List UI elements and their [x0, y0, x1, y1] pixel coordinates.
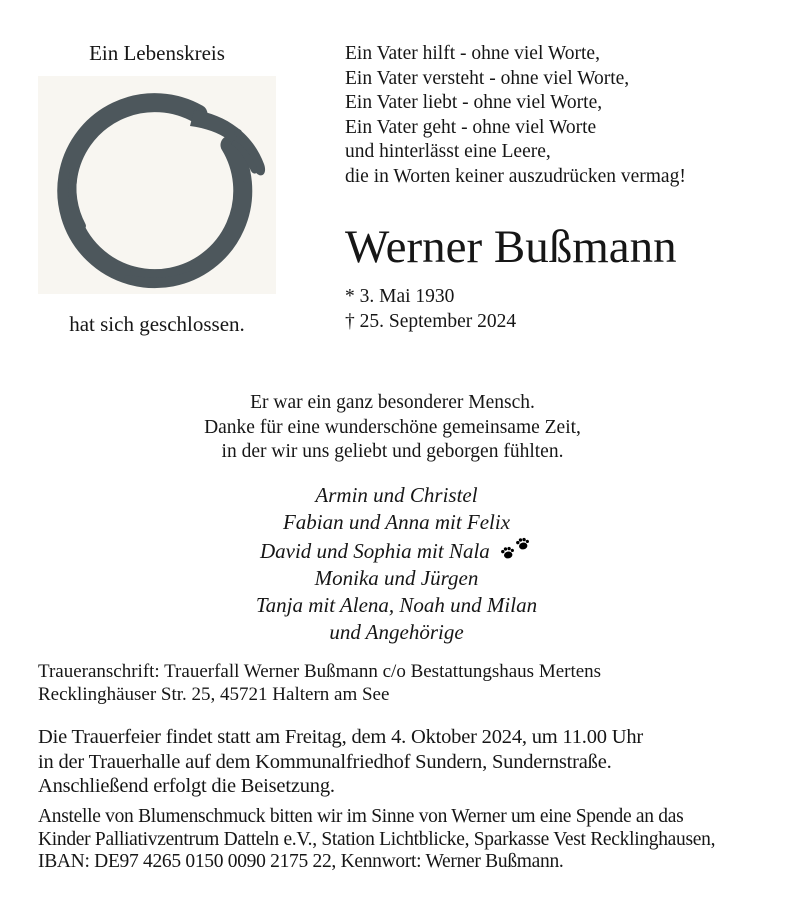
paw-prints-icon	[494, 543, 533, 567]
enso-brush-circle-icon	[38, 76, 276, 294]
poem-line: die in Worten keiner auszudrücken vermag!	[345, 165, 686, 187]
deceased-name: Werner Bußmann	[345, 221, 677, 273]
address-line: Recklinghäuser Str. 25, 45721 Haltern am See	[38, 683, 390, 705]
death-date: † 25. September 2024	[345, 311, 517, 332]
mourners-group-2	[0, 565, 793, 646]
poem	[345, 42, 775, 189]
funeral-info	[38, 725, 778, 799]
poem-line: Ein Vater liebt - ohne viel Worte,	[345, 92, 603, 113]
poem-line: Ein Vater versteht - ohne viel Worte,	[345, 67, 630, 89]
donation-line: Anstelle von Blumenschmuck bitten wir im Sinne von Werner um eine Spende an das	[38, 806, 684, 827]
mourner-line: Monika und Jürgen	[314, 566, 479, 590]
poem-line: Ein Vater geht - ohne viel Worte	[345, 116, 597, 138]
life-dates	[345, 284, 775, 334]
life-circle-section	[33, 40, 281, 337]
poem-line: und hinterlässt eine Leere,	[345, 141, 551, 162]
life-circle-title: Ein Lebenskreis	[89, 41, 225, 65]
mourner-line: David und Sophia mit Nala	[0, 536, 793, 569]
mourner-line: und Angehörige	[329, 620, 464, 644]
tribute-line: in der wir uns geliebt und geborgen fühlten.	[221, 441, 564, 462]
mourners-group-1	[0, 482, 793, 569]
donation-line: IBAN: DE97 4265 0150 0090 2175 22, Kennwort: Werner Bußmann.	[38, 851, 564, 872]
life-circle-caption: hat sich geschlossen.	[69, 312, 245, 336]
mourner-line: Armin und Christel	[315, 483, 478, 507]
funeral-line: in der Trauerhalle auf dem Kommunalfriedhof Sundern, Sundernstraße.	[38, 750, 612, 773]
tribute-line: Danke für eine wunderschöne gemeinsame Zeit,	[204, 416, 581, 438]
address-line: Traueranschrift: Trauerfall Werner Bußmann c/o Bestattungshaus Mertens	[38, 661, 602, 682]
poem-line: Ein Vater hilft - ohne viel Worte,	[345, 43, 600, 64]
funeral-line: Anschließend erfolgt die Beisetzung.	[38, 775, 335, 797]
tribute-text	[0, 391, 785, 465]
donation-line: Kinder Palliativzentrum Datteln e.V., Station Lichtblicke, Sparkasse Vest Recklinghausen,	[38, 828, 716, 850]
birth-date: * 3. Mai 1930	[345, 286, 455, 307]
funeral-line: Die Trauerfeier findet statt am Freitag, dem 4. Oktober 2024, um 11.00 Uhr	[38, 726, 644, 748]
donation-info	[38, 806, 778, 874]
mourner-line: Tanja mit Alena, Noah und Milan	[255, 593, 538, 617]
mourning-address	[38, 661, 778, 706]
deceased-section	[345, 42, 775, 334]
tribute-line: Er war ein ganz besonderer Mensch.	[250, 392, 535, 413]
mourner-line: Fabian und Anna mit Felix	[282, 510, 511, 534]
